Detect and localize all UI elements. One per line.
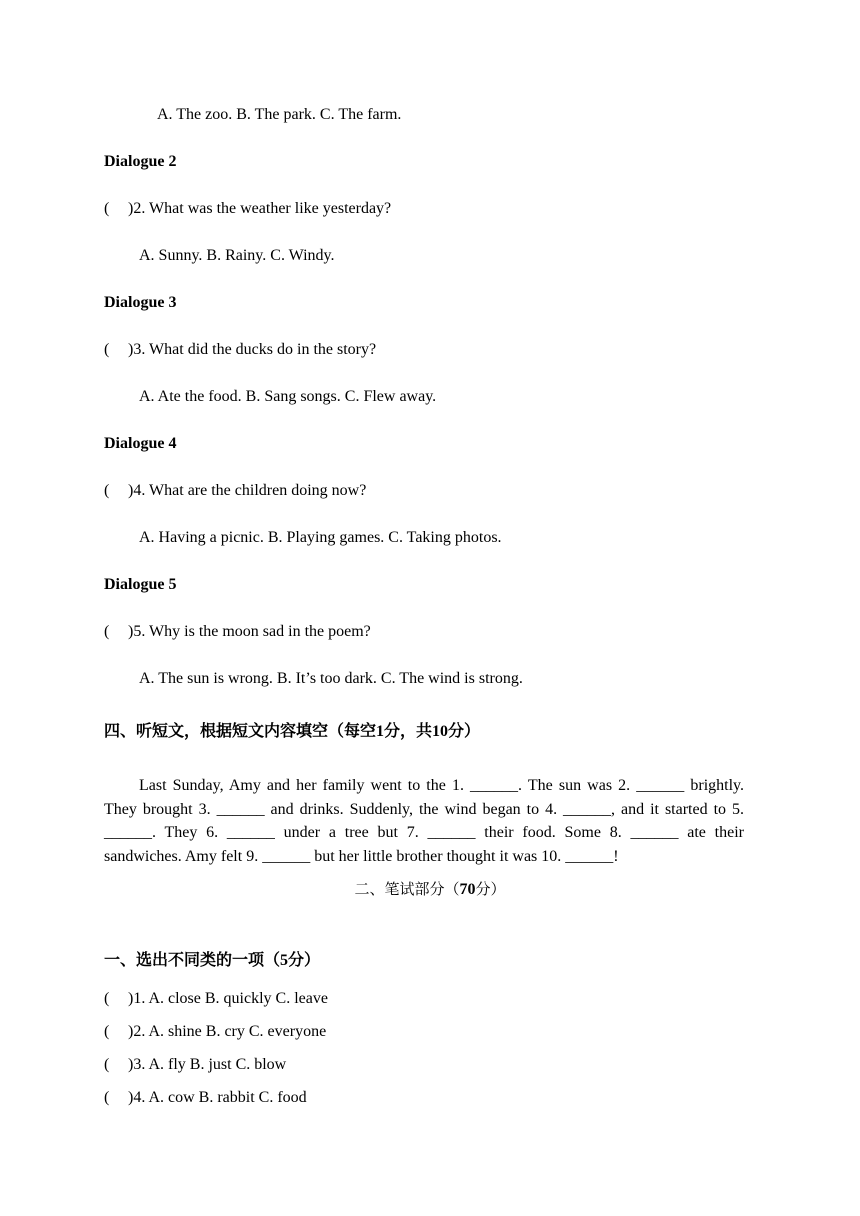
question: ( )3. What did the ducks do in the story? bbox=[104, 341, 377, 358]
question-options: A. The sun is wrong. B. It’s too dark. C. The wind is strong. bbox=[139, 670, 523, 687]
answer-paren: ( bbox=[104, 623, 110, 640]
dialogue-title: Dialogue 5 bbox=[104, 576, 177, 593]
q1-options: A. The zoo. B. The park. C. The farm. bbox=[157, 106, 402, 123]
section-heading: 一、选出不同类的一项（5分） bbox=[104, 950, 321, 969]
list-item: ( )3. A. fly B. just C. blow bbox=[104, 1056, 287, 1073]
answer-paren: ( bbox=[104, 341, 110, 358]
dialogue-title: Dialogue 4 bbox=[104, 435, 177, 452]
question: ( )4. What are the children doing now? bbox=[104, 482, 367, 499]
answer-paren: ( bbox=[104, 482, 110, 499]
dialogue-title: Dialogue 2 bbox=[104, 153, 177, 170]
section-heading: 四、听短文，根据短文内容填空（每空1分，共10分） bbox=[104, 721, 481, 740]
answer-paren: ( bbox=[104, 1056, 110, 1073]
answer-paren: ( bbox=[104, 1023, 110, 1040]
question-options: A. Having a picnic. B. Playing games. C. Taking photos. bbox=[139, 529, 502, 546]
list-item: ( )1. A. close B. quickly C. leave bbox=[104, 990, 328, 1007]
list-item: ( )2. A. shine B. cry C. everyone bbox=[104, 1023, 327, 1040]
part-title: 二、笔试部分（70分） bbox=[354, 880, 506, 898]
passage: Last Sunday, Amy and her family went to the 1. ______. The sun was 2. ______ brightly. They brought 3. ______ and drinks. Suddenly, the wind began to 4. ______, and it started to 5. ______. They 6. ______ under a tree but 7. ______ their food. Some 8. ______ ate their sandwiches. Amy felt 9. ______ but her little brother thought it was 10. ______! bbox=[104, 777, 744, 865]
question: ( )5. Why is the moon sad in the poem? bbox=[104, 623, 371, 640]
question: ( )2. What was the weather like yesterday? bbox=[104, 200, 392, 217]
answer-paren: ( bbox=[104, 200, 110, 217]
dialogue-title: Dialogue 3 bbox=[104, 294, 177, 311]
answer-paren: ( bbox=[104, 990, 110, 1007]
question-options: A. Sunny. B. Rainy. C. Windy. bbox=[139, 247, 335, 264]
answer-paren: ( bbox=[104, 1089, 110, 1106]
list-item: ( )4. A. cow B. rabbit C. food bbox=[104, 1089, 307, 1106]
question-options: A. Ate the food. B. Sang songs. C. Flew away. bbox=[139, 388, 437, 405]
